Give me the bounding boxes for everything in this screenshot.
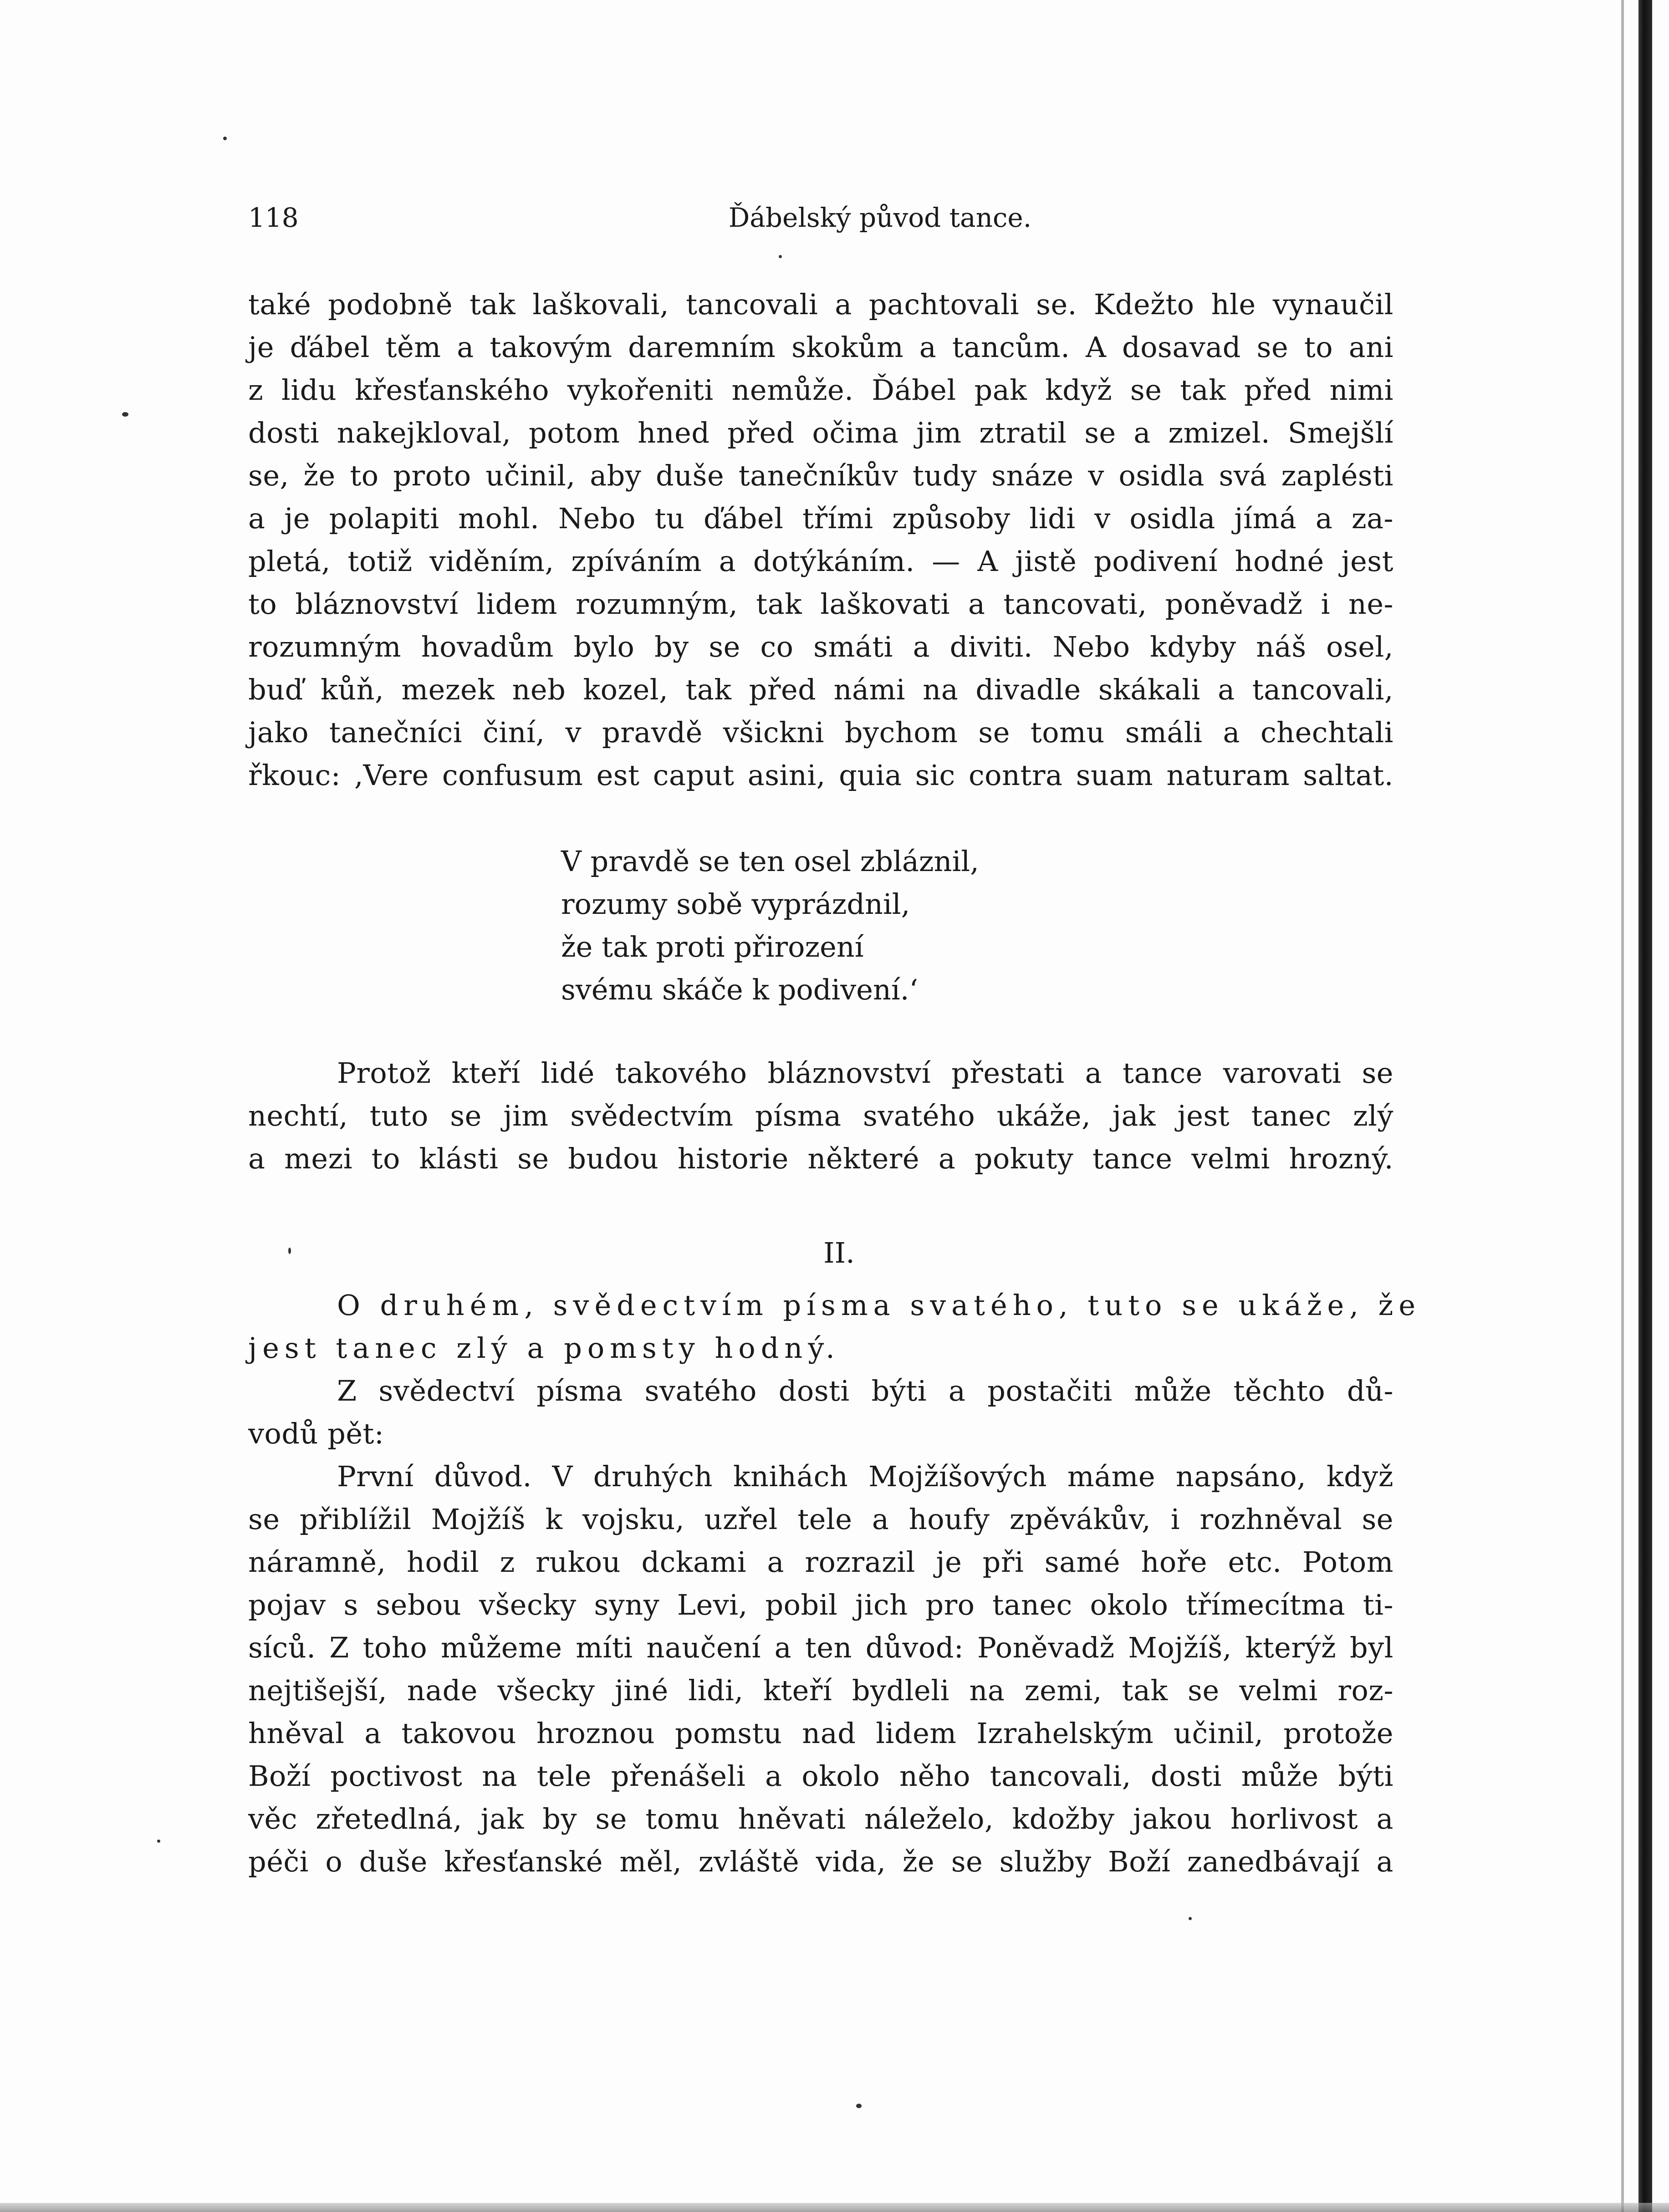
text-line: rozumným hovadům bylo by se co smáti a diviti. Nebo kdyby náš osel, xyxy=(248,630,1393,663)
text-line: se přiblížil Mojžíš k vojsku, uzřel tele a houfy zpěvákův, i rozhněval se xyxy=(248,1503,1393,1536)
text-line: Protož kteří lidé takového bláznovství přestati a tance varovati se xyxy=(337,1056,1393,1090)
text-line: náramně, hodil z rukou dckami a rozrazil je při samé hoře etc. Potom xyxy=(248,1545,1393,1579)
section-heading-line: jest tanec zlý a pomsty hodný. xyxy=(248,1331,840,1365)
text-line: péči o duše křesťanské měl, zvláště vida, že se služby Boží zanedbávají a xyxy=(248,1845,1393,1878)
text-line: Z svědectví písma svatého dosti býti a postačiti může těchto dů- xyxy=(337,1374,1393,1407)
running-title: Ďábelský původ tance. xyxy=(728,202,1032,233)
verse-line: svému skáče k podivení.‘ xyxy=(561,973,919,1006)
scan-speck xyxy=(1189,1917,1192,1920)
text-line: věc zřetedlná, jak by se tomu hněvati náleželo, kdožby jakou horlivost a xyxy=(248,1802,1393,1835)
scan-edge-shadow xyxy=(1621,0,1624,2212)
section-heading-line: O druhém, svědectvím písma svatého, tuto se ukáže, že xyxy=(337,1289,1421,1322)
paragraph-1 xyxy=(248,283,1393,797)
verse-line: V pravdě se ten osel zbláznil, xyxy=(561,845,979,878)
text-line: nejtišejší, nade všecky jiné lidi, kteří bydleli na zemi, tak se velmi roz- xyxy=(248,1674,1393,1707)
verse-line: rozumy sobě vyprázdnil, xyxy=(561,887,910,921)
scan-edge-border xyxy=(1638,0,1652,2212)
text-line: a mezi to klásti se budou historie některé a pokuty tance velmi hrozný. xyxy=(248,1142,1393,1175)
scan-bottom-edge xyxy=(0,2203,1669,2212)
paragraph-2 xyxy=(248,1052,1393,1180)
running-head xyxy=(248,199,1430,236)
text-line: to bláznovství lidem rozumným, tak laškovati a tancovati, poněvadž i ne- xyxy=(248,587,1393,621)
text-line: z lidu křesťanského vykořeniti nemůže. Ďábel pak když se tak před nimi xyxy=(248,373,1393,407)
scan-speck xyxy=(779,255,782,258)
text-line: pojav s sebou všecky syny Levi, pobil jich pro tanec okolo třímecítma ti- xyxy=(248,1588,1393,1621)
text-line: se, že to proto učinil, aby duše tanečníkův tudy snáze v osidla svá zaplésti xyxy=(248,459,1393,492)
text-line: také podobně tak laškovali, tancovali a pachtovali se. Kdežto hle vynaučil xyxy=(248,288,1393,321)
text-line: hněval a takovou hroznou pomstu nad lidem Izrahelským učinil, protože xyxy=(248,1717,1393,1750)
text-line: a je polapiti mohl. Nebo tu ďábel třími způsoby lidi v osidla jímá a za- xyxy=(248,502,1393,535)
text-line: buď kůň, mezek neb kozel, tak před námi na divadle skákali a tancovali, xyxy=(248,673,1393,706)
text-line: První důvod. V druhých knihách Mojžíšových máme napsáno, když xyxy=(337,1460,1393,1493)
scan-speck xyxy=(856,2104,862,2108)
text-line: je ďábel těm a takovým daremním skokům a tancům. A dosavad se to ani xyxy=(248,331,1393,364)
scan-speck xyxy=(122,412,128,417)
text-line: jako tanečníci činí, v pravdě všickni bychom se tomu smáli a chechtali xyxy=(248,716,1393,749)
text-line: Boží poctivost na tele přenášeli a okolo něho tancovali, dosti může býti xyxy=(248,1759,1393,1793)
scan-speck xyxy=(157,1840,160,1843)
text-line: pletá, totiž viděním, zpíváním a dotýkáním. — A jistě podivení hodné jest xyxy=(248,545,1393,578)
verse-block xyxy=(561,840,979,1011)
text-line: řkouc: ‚Vere confusum est caput asini, quia sic contra suam naturam saltat. xyxy=(248,759,1393,792)
paragraph-3 xyxy=(248,1284,1421,1883)
text-line: dosti nakejkloval, potom hned před očima jim ztratil se a zmizel. Smejšlí xyxy=(248,416,1393,449)
text-line: síců. Z toho můžeme míti naučení a ten důvod: Poněvadž Mojžíš, kterýž byl xyxy=(248,1631,1393,1664)
section-number: II. xyxy=(823,1236,855,1269)
verse-line: že tak proti přirození xyxy=(561,930,864,963)
scan-speck xyxy=(223,137,227,140)
text-line: nechtí, tuto se jim svědectvím písma svatého ukáže, jak jest tanec zlý xyxy=(248,1099,1393,1132)
page-number: 118 xyxy=(248,202,299,233)
text-line: vodů pět: xyxy=(248,1417,384,1450)
